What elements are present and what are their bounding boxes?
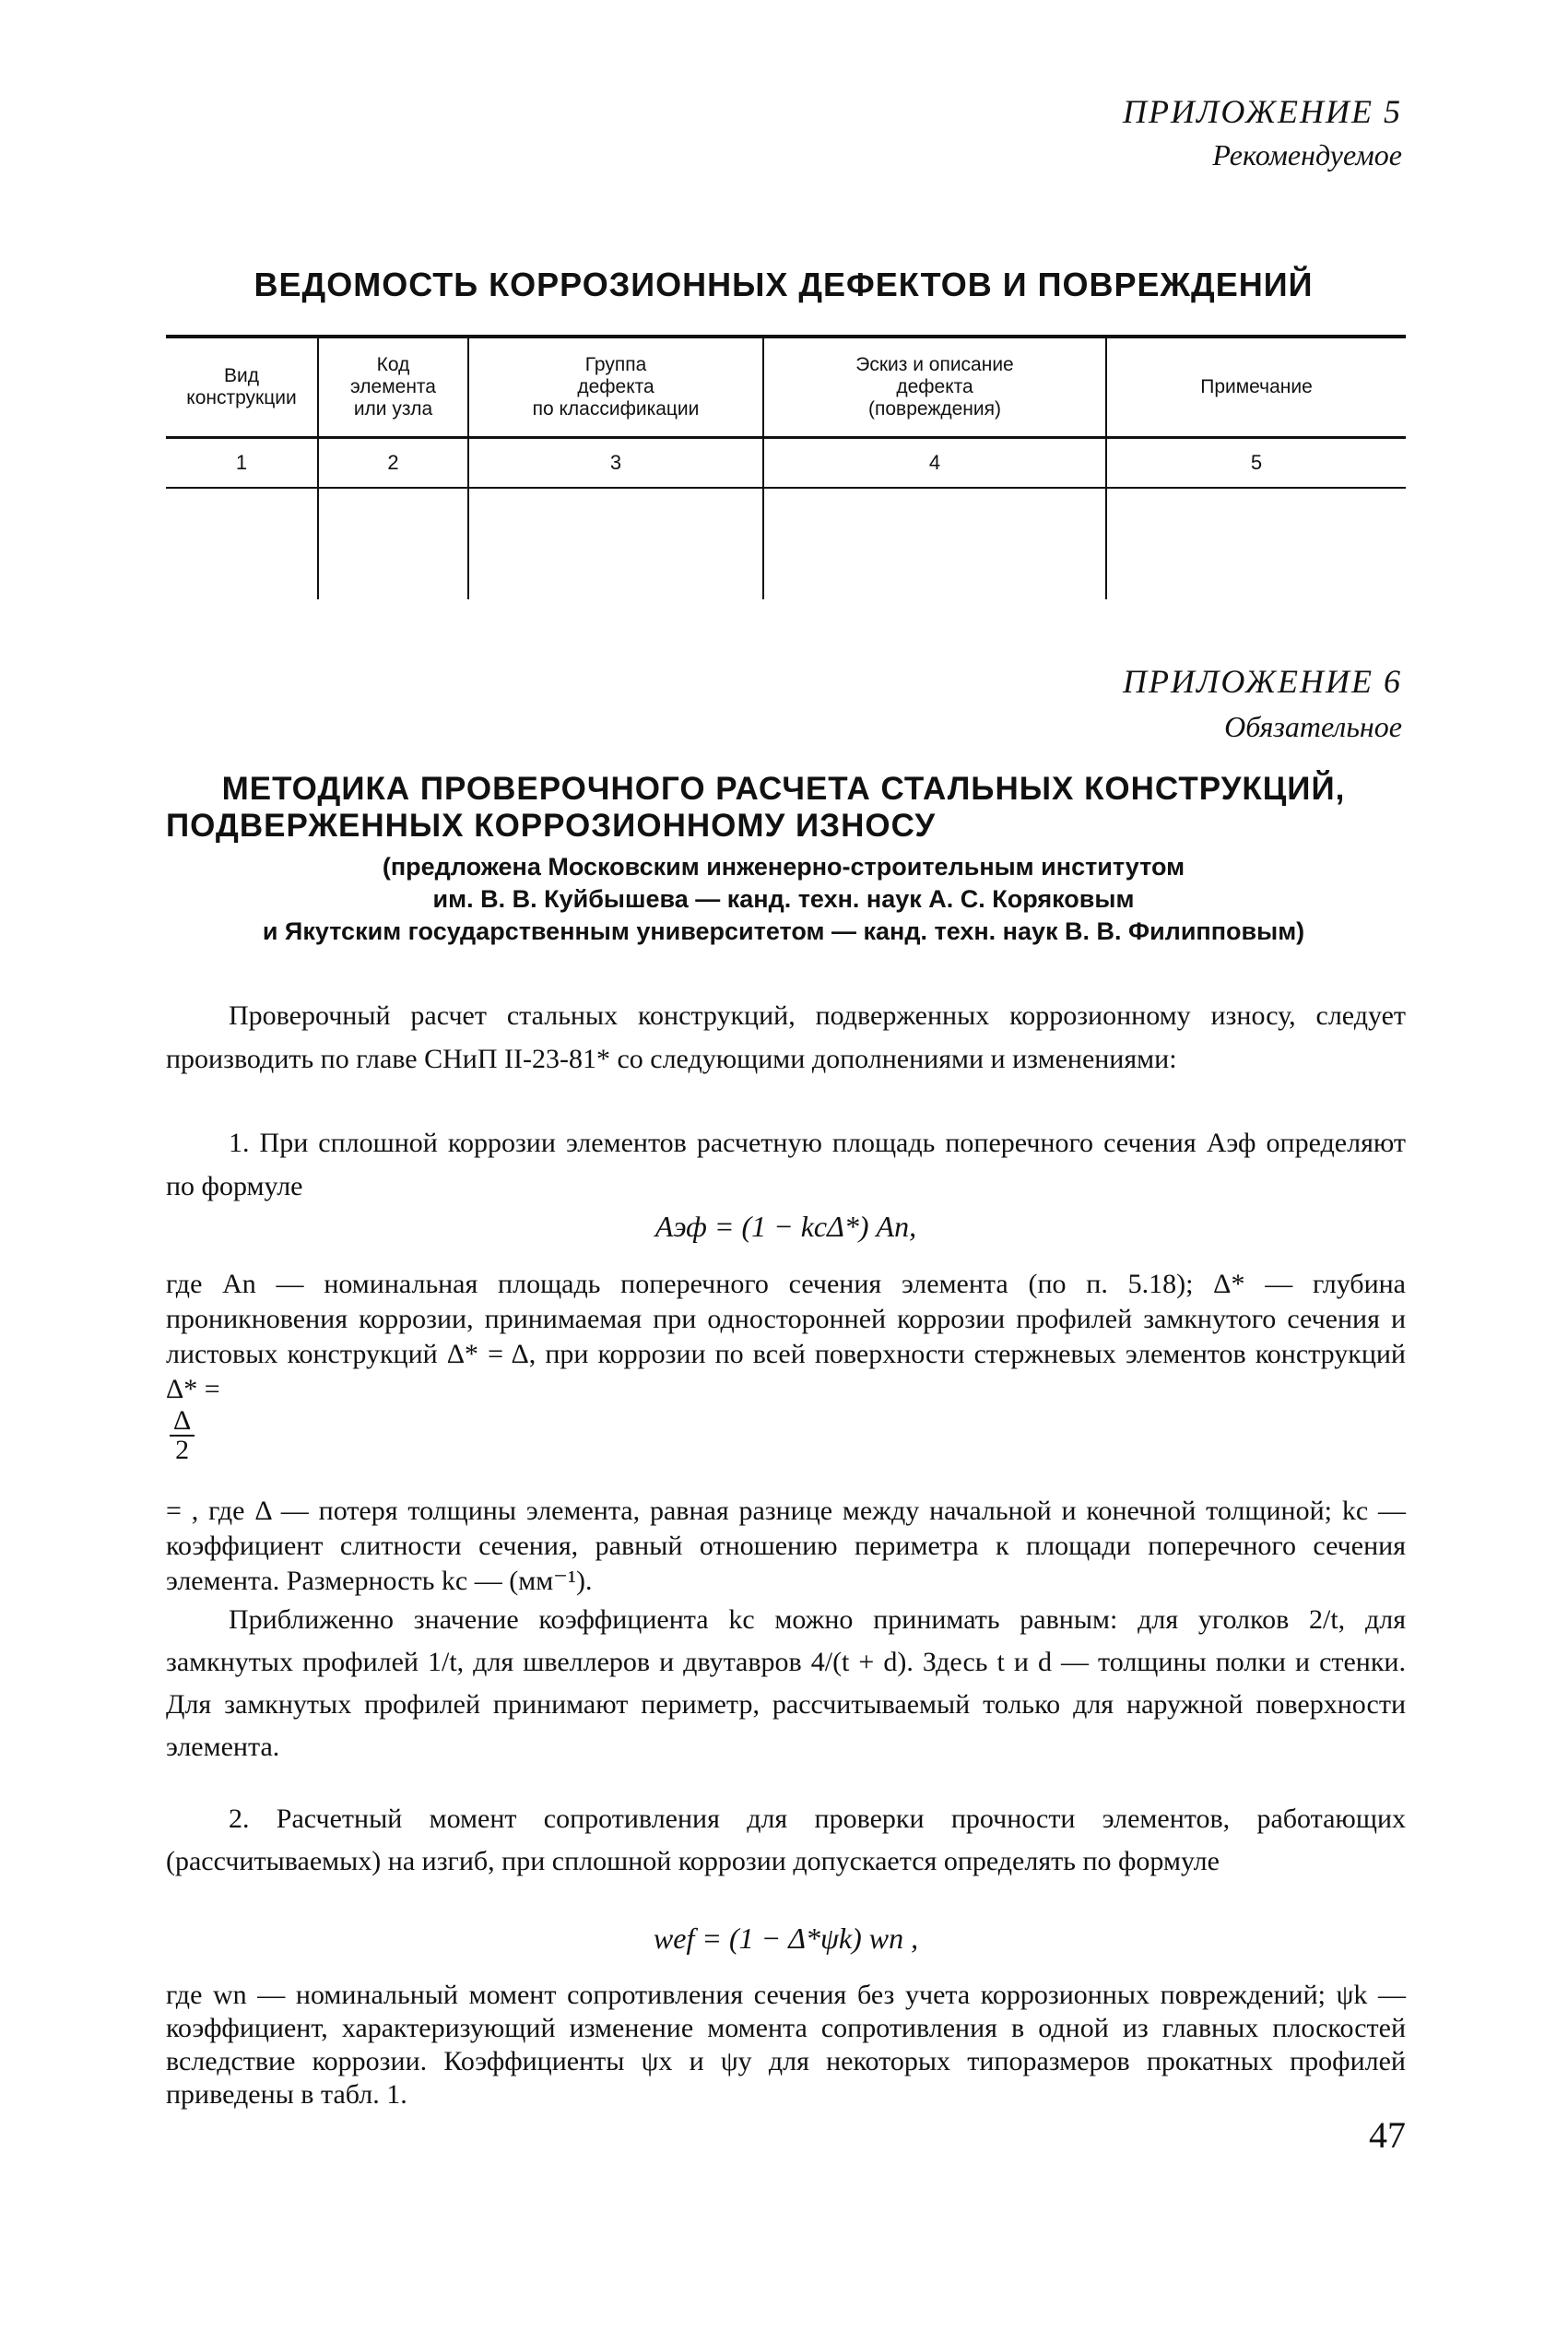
- item1-paragraph: 1. При сплошной коррозии элементов расчетную площадь поперечного сечения Aэф определяют по формуле: [166, 1128, 1406, 1201]
- approx-paragraph: Приближенно значение коэффициента kc можно принимать равным: для уголков 2/t, для замкнутых профилей 1/t, для швеллеров и двутавров 4/(t + d). Здесь t и d — толщины полки и стенки. Для замкнутых профилей принимают периметр, рассчитываемый только для наружной поверхности элемента.: [166, 1604, 1406, 1762]
- appendix6-title-line1: МЕТОДИКА ПРОВЕРОЧНОГО РАСЧЕТА СТАЛЬНЫХ КОНСТРУКЦИЙ,: [221, 771, 1346, 807]
- column-number: 1: [166, 438, 318, 489]
- page-number: 47: [1369, 2114, 1406, 2156]
- item2-paragraph: 2. Расчетный момент сопротивления для проверки прочности элементов, работающих (рассчитываемых) на изгиб, при сплошной коррозии допускается определять по формуле: [166, 1804, 1406, 1876]
- column-number: 5: [1106, 438, 1406, 489]
- authors-line2: им. В. В. Куйбышева — канд. техн. наук А. С. Коряковым: [432, 885, 1135, 913]
- table-empty-row: [166, 488, 1406, 599]
- header-note: Примечание: [1106, 337, 1406, 438]
- intro-paragraph: Проверочный расчет стальных конструкций, подверженных коррозионному износу, следует производить по главе СНиП II-23-81* со следующими дополнениями и изменениями:: [166, 1000, 1406, 1074]
- where1-paragraph-a: где An — номинальная площадь поперечного сечения элемента (по п. 5.18); Δ* — глубина проникновения коррозии, принимаемая при односторонней коррозии профилей замкнутого сечения и листовых конструкций Δ* = Δ, при коррозии по всей поверхности стержневых элементов конструкций Δ* =: [166, 1269, 1406, 1404]
- empty-cell: [763, 488, 1106, 599]
- appendix6-title-line2: ПОДВЕРЖЕННЫХ КОРРОЗИОННОМУ ИЗНОСУ: [166, 808, 937, 844]
- empty-cell: [1106, 488, 1406, 599]
- authors-line1: (предложена Московским инженерно-строительным институтом: [382, 853, 1185, 881]
- header-defect-sketch: Эскиз и описание дефекта (повреждения): [763, 337, 1106, 438]
- appendix6-title: [166, 771, 1401, 845]
- appendix6-label: ПРИЛОЖЕНИЕ 6: [1123, 663, 1402, 700]
- empty-cell: [318, 488, 468, 599]
- table-header-row: [166, 337, 1406, 438]
- empty-cell: [468, 488, 763, 599]
- appendix5-label: ПРИЛОЖЕНИЕ 5: [1123, 93, 1402, 130]
- defects-table: [166, 335, 1406, 599]
- column-number: 2: [318, 438, 468, 489]
- appendix5-title: ВЕДОМОСТЬ КОРРОЗИОННЫХ ДЕФЕКТОВ И ПОВРЕЖДЕНИЙ: [253, 266, 1314, 303]
- table-number-row: [166, 438, 1406, 489]
- header-element-code: Код элемента или узла: [318, 337, 468, 438]
- header-construction-type: Вид конструкции: [186, 365, 297, 408]
- header-defect-group: Группа дефекта по классификации: [468, 337, 763, 438]
- where1-paragraph-b: = , где Δ — потеря толщины элемента, равная разнице между начальной и конечной толщиной; kc — коэффициент слитности сечения, равный отношению периметра к площади поперечного сечения элемента. Размерность kc — (мм⁻¹).: [166, 1496, 1406, 1596]
- appendix6-authors: [166, 851, 1401, 948]
- formula-moment: wef = (1 − Δ*ψk) wn ,: [653, 1922, 919, 1955]
- fraction-delta-half: [166, 1407, 198, 1464]
- authors-line3: и Якутским государственным университетом — канд. техн. наук В. В. Филипповым): [262, 917, 1305, 945]
- appendix5-status: Рекомендуемое: [1212, 138, 1402, 171]
- fraction-numerator: Δ: [170, 1407, 195, 1437]
- column-number: 3: [468, 438, 763, 489]
- column-number: 4: [763, 438, 1106, 489]
- where2-paragraph: где wn — номинальный момент сопротивления сечения без учета коррозионных повреждений; ψk — коэффициент, характеризующий изменение момента сопротивления в одной из главных плоскостей вследствие коррозии. Коэффициенты ψx и ψy для некоторых типоразмеров прокатных профилей приведены в табл. 1.: [166, 1980, 1406, 2110]
- appendix6-status: Обязательное: [1224, 710, 1402, 743]
- fraction-denominator: 2: [175, 1435, 190, 1465]
- formula-area: Aэф = (1 − kcΔ*) An,: [654, 1210, 917, 1243]
- empty-cell: [166, 488, 318, 599]
